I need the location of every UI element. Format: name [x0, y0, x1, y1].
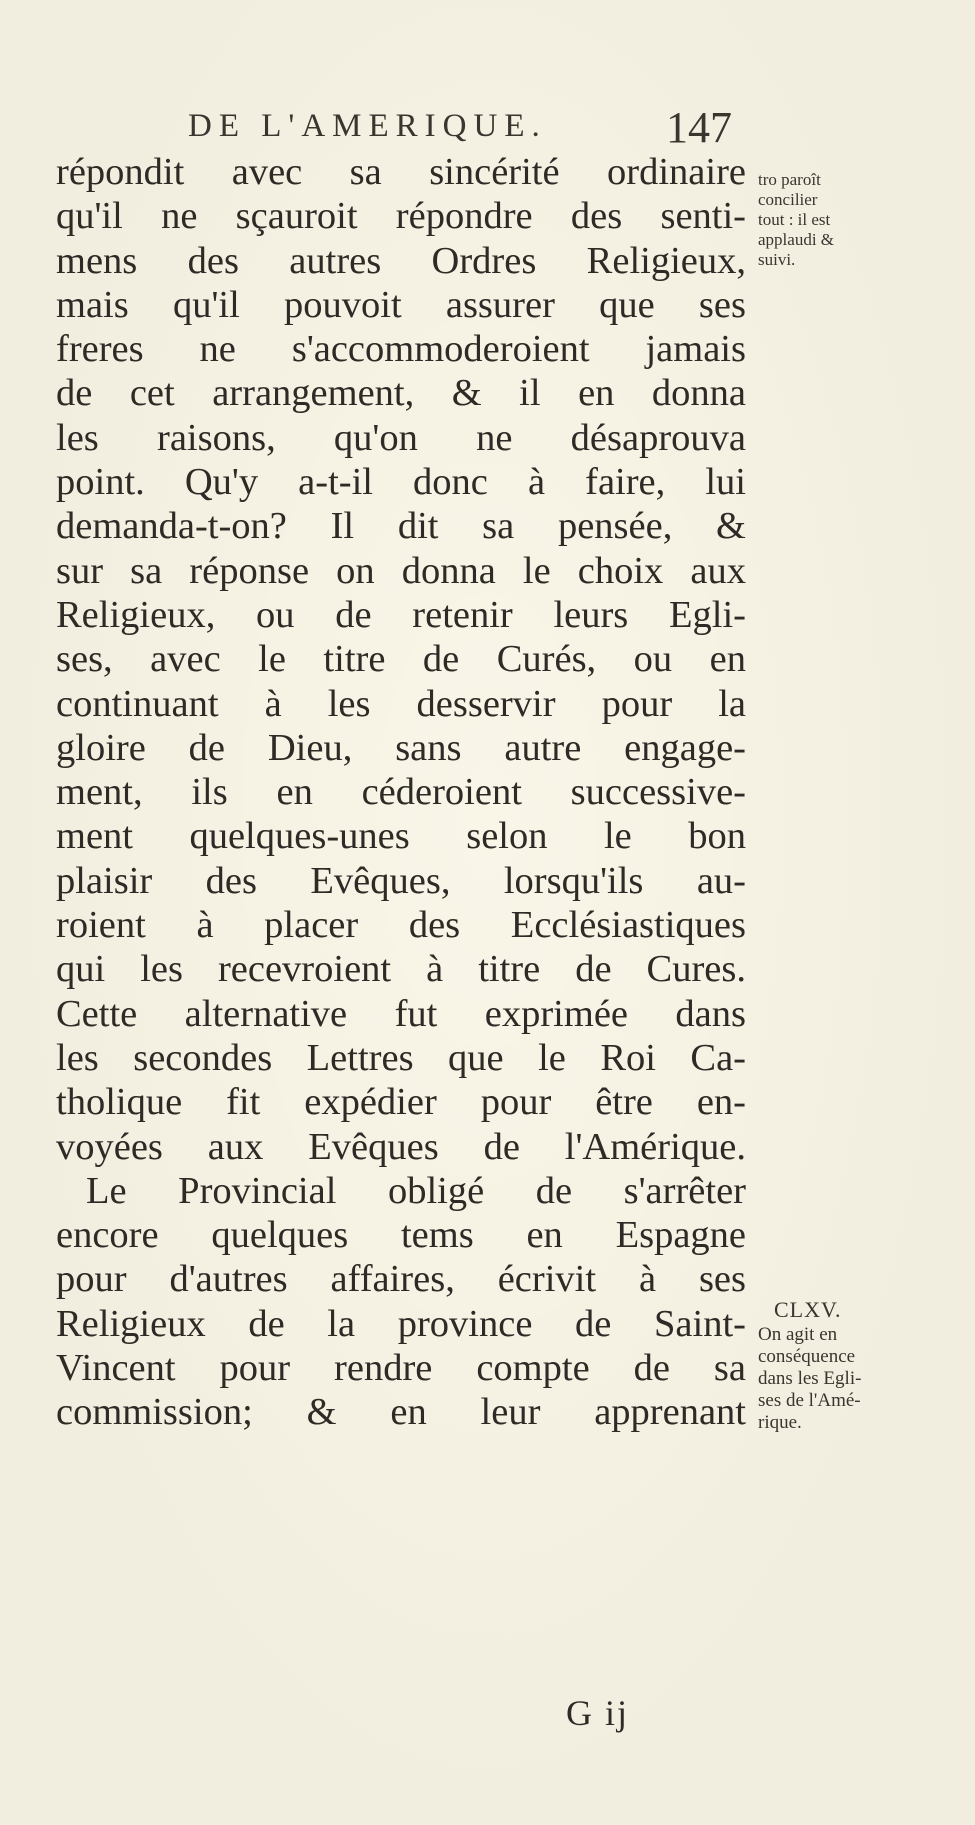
text-line: plaisir des Evêques, lorsqu'ils au- — [56, 859, 746, 902]
paragraph-start-line: Le Provincial obligé de s'arrêter — [86, 1169, 746, 1212]
text-line: les secondes Lettres que le Roi Ca- — [56, 1036, 746, 1079]
text-line: ment, ils en céderoient successive- — [56, 771, 746, 814]
running-title: DE L'AMERIQUE. — [188, 108, 547, 144]
text-line: mais qu'il pouvoit assurer que ses — [56, 283, 746, 326]
section-number: CLXV. — [774, 1297, 842, 1322]
margin-note-line: suivi. — [758, 250, 796, 269]
text-line: Religieux, ou de retenir leurs Egli- — [56, 593, 746, 636]
running-head — [0, 103, 975, 152]
text-line: tholique fit expédier pour être en- — [56, 1081, 746, 1124]
text-line: qu'il ne sçauroit répondre des senti- — [56, 195, 746, 238]
text-line: freres ne s'accommoderoient jamais — [56, 328, 746, 371]
text-line: demanda-t-on? Il dit sa pensée, & — [56, 505, 746, 548]
text-line: mens des autres Ordres Religieux, — [56, 239, 746, 282]
text-line: ment quelques-unes selon le bon — [56, 815, 746, 858]
margin-note-line: applaudi & — [758, 230, 835, 249]
text-line: de cet arrangement, & il en donna — [56, 372, 746, 415]
margin-note-line: On agit en — [758, 1324, 838, 1345]
text-line: roient à placer des Ecclésiastiques — [56, 904, 746, 947]
margin-note-top — [758, 170, 970, 270]
body-text — [56, 150, 746, 1435]
text-line: les raisons, qu'on ne désaprouva — [56, 416, 746, 459]
signature-mark: G ij — [566, 1693, 630, 1733]
margin-note-line: tout : il est — [758, 210, 831, 229]
margin-note-line: tro paroît — [758, 170, 821, 189]
margin-note-line: conséquence — [758, 1346, 856, 1367]
margin-note-line: rique. — [758, 1412, 802, 1433]
text-line: gloire de Dieu, sans autre engage- — [56, 726, 746, 769]
text-line: ses, avec le titre de Curés, ou en — [56, 638, 746, 681]
text-line: pour d'autres affaires, écrivit à ses — [56, 1258, 746, 1301]
margin-note-bottom — [758, 1298, 970, 1434]
text-line: répondit avec sa sincérité ordinaire — [56, 151, 746, 193]
margin-note-line: dans les Egli- — [758, 1368, 862, 1389]
text-line: encore quelques tems en Espagne — [56, 1214, 746, 1257]
text-line: qui les recevroient à titre de Cures. — [56, 948, 746, 991]
text-line: commission; & en leur apprenant — [56, 1391, 746, 1434]
margin-note-line: concilier — [758, 190, 818, 209]
text-line: Vincent pour rendre compte de sa — [56, 1347, 746, 1390]
text-line: sur sa réponse on donna le choix aux — [56, 549, 746, 592]
text-line: continuant à les desservir pour la — [56, 682, 746, 725]
page-number: 147 — [666, 103, 732, 152]
text-line: Religieux de la province de Saint- — [56, 1302, 746, 1345]
text-line: point. Qu'y a-t-il donc à faire, lui — [56, 461, 746, 504]
text-line: Cette alternative fut exprimée dans — [56, 992, 746, 1035]
margin-note-line: ses de l'Amé- — [758, 1390, 861, 1411]
text-line: voyées aux Evêques de l'Amérique. — [56, 1125, 746, 1168]
